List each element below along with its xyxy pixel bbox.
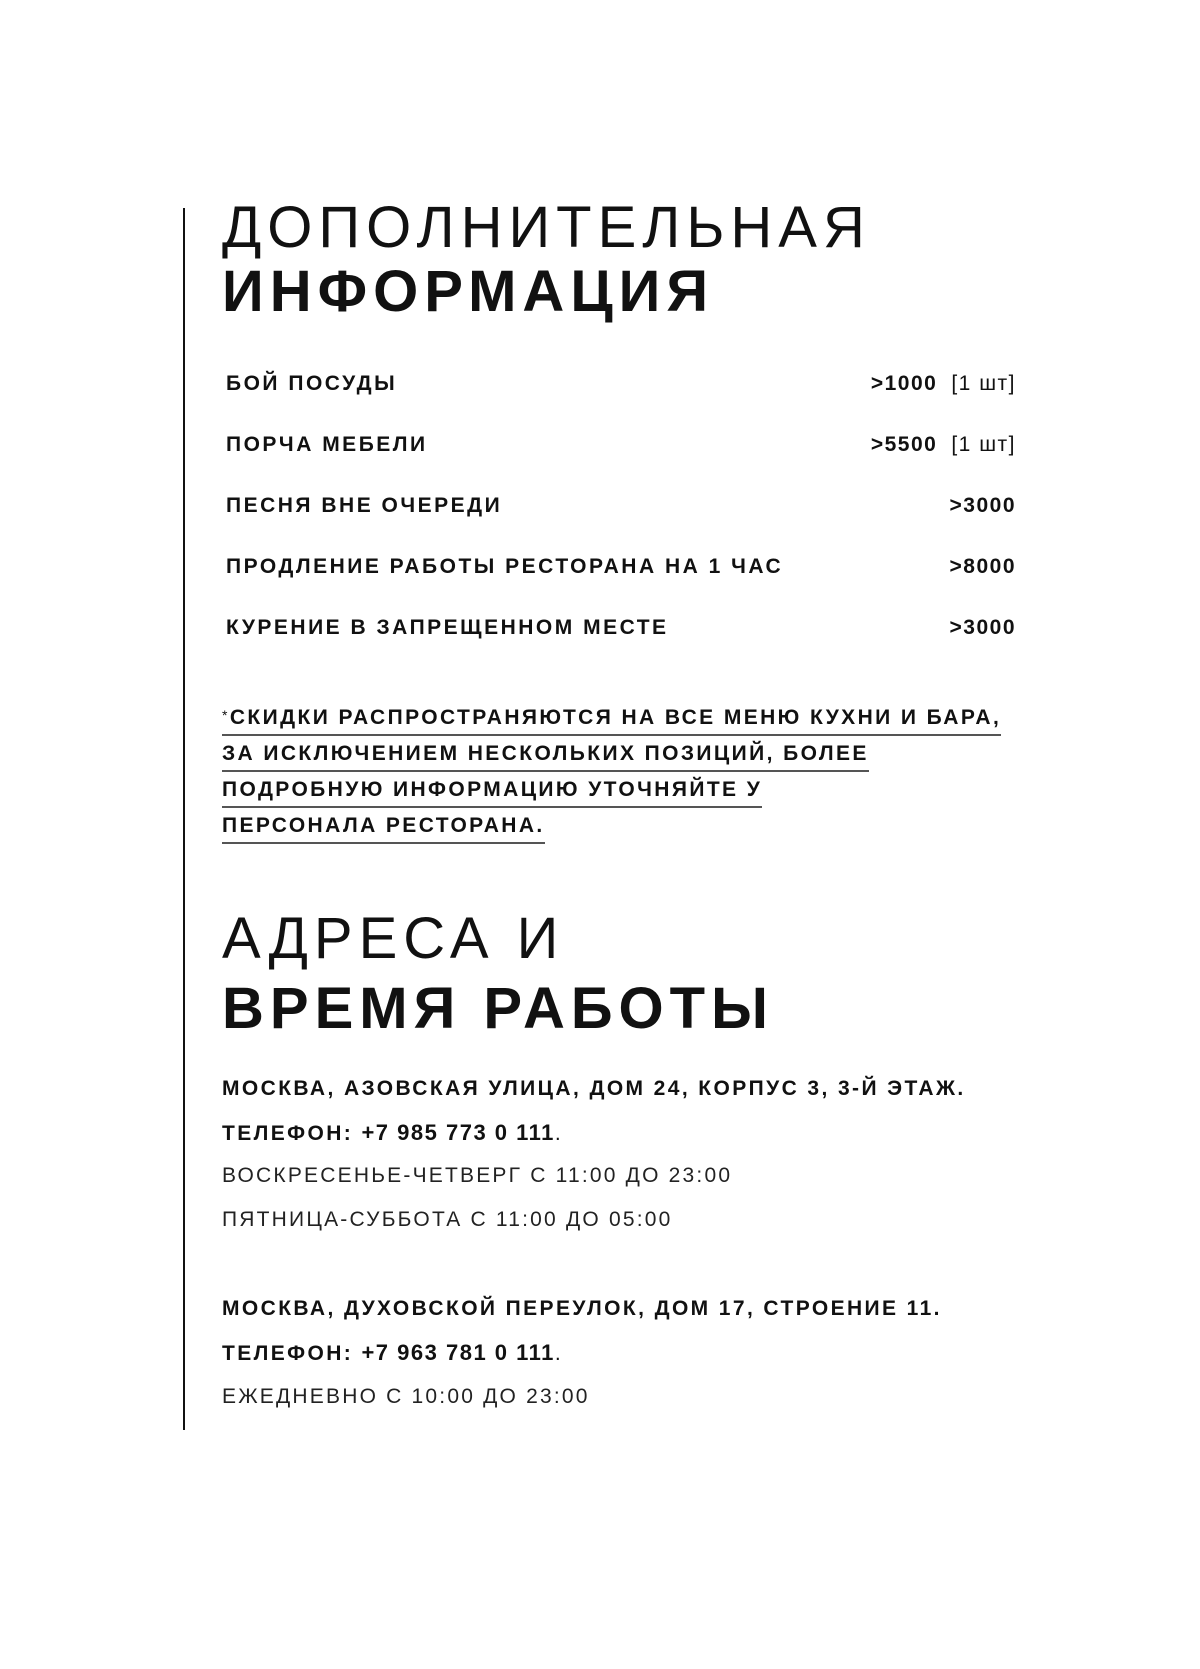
fee-row xyxy=(226,494,1016,524)
fee-price: >5500 xyxy=(870,433,938,456)
location-address: МОСКВА, ДУХОВСКОЙ ПЕРЕУЛОК, ДОМ 17, СТРОЕНИЕ 11. xyxy=(222,1297,942,1320)
fee-row xyxy=(226,555,1016,585)
fee-row xyxy=(226,433,1016,463)
fee-value xyxy=(950,494,1016,518)
opening-hours: ВОСКРЕСЕНЬЕ-ЧЕТВЕРГ С 11:00 ДО 23:00 xyxy=(222,1164,733,1187)
discount-note-line: ПЕРСОНАЛА РЕСТОРАНА. xyxy=(222,814,545,844)
phone-suffix: . xyxy=(554,1342,564,1365)
discount-note-line xyxy=(222,706,1001,736)
fee-row xyxy=(226,372,1016,402)
fee-value xyxy=(871,433,1016,457)
note-text: СКИДКИ РАСПРОСТРАНЯЮТСЯ НА ВСЕ МЕНЮ КУХНИ И БАРА, xyxy=(229,706,1002,729)
section-title-light: ДОПОЛНИТЕЛЬНАЯ xyxy=(222,195,871,260)
vertical-divider-line xyxy=(183,208,185,1430)
fee-row xyxy=(226,616,1016,646)
fee-price: >1000 xyxy=(870,372,938,395)
section-title-bold: ВРЕМЯ РАБОТЫ xyxy=(222,976,774,1041)
fee-label: ПОРЧА МЕБЕЛИ xyxy=(226,433,428,456)
fee-label: КУРЕНИЕ В ЗАПРЕЩЕННОМ МЕСТЕ xyxy=(226,616,669,639)
phone-label: ТЕЛЕФОН: xyxy=(222,1342,354,1365)
fee-value xyxy=(950,555,1016,579)
phone-label: ТЕЛЕФОН: xyxy=(222,1122,354,1145)
opening-hours: ПЯТНИЦА-СУББОТА С 11:00 ДО 05:00 xyxy=(222,1208,673,1231)
fee-price: >3000 xyxy=(949,494,1016,517)
discount-note-line: ПОДРОБНУЮ ИНФОРМАЦИЮ УТОЧНЯЙТЕ У xyxy=(222,778,762,808)
section-title-light: АДРЕСА И xyxy=(222,906,565,971)
fee-value xyxy=(950,616,1016,640)
footnote-star: * xyxy=(222,707,230,723)
fee-price: >8000 xyxy=(949,555,1016,578)
location-address: МОСКВА, АЗОВСКАЯ УЛИЦА, ДОМ 24, КОРПУС 3, 3-Й ЭТАЖ. xyxy=(222,1077,966,1100)
fee-price: >3000 xyxy=(949,616,1016,639)
discount-note-line: ЗА ИСКЛЮЧЕНИЕМ НЕСКОЛЬКИХ ПОЗИЦИЙ, БОЛЕЕ xyxy=(222,742,869,772)
fee-unit: [1 шт] xyxy=(951,433,1016,456)
phone-number[interactable]: +7 963 781 0 111 xyxy=(361,1340,555,1365)
fee-value xyxy=(871,372,1016,396)
location-phone xyxy=(222,1340,563,1366)
fee-label: ПРОДЛЕНИЕ РАБОТЫ РЕСТОРАНА НА 1 ЧАС xyxy=(226,555,784,578)
fee-label: ПЕСНЯ ВНЕ ОЧЕРЕДИ xyxy=(226,494,503,517)
location-phone xyxy=(222,1120,563,1146)
section-title-bold: ИНФОРМАЦИЯ xyxy=(222,259,715,324)
phone-number[interactable]: +7 985 773 0 111 xyxy=(361,1120,555,1145)
fee-unit: [1 шт] xyxy=(951,372,1016,395)
phone-suffix: . xyxy=(554,1122,564,1145)
fee-label: БОЙ ПОСУДЫ xyxy=(226,372,398,395)
opening-hours: ЕЖЕДНЕВНО С 10:00 ДО 23:00 xyxy=(222,1385,590,1408)
